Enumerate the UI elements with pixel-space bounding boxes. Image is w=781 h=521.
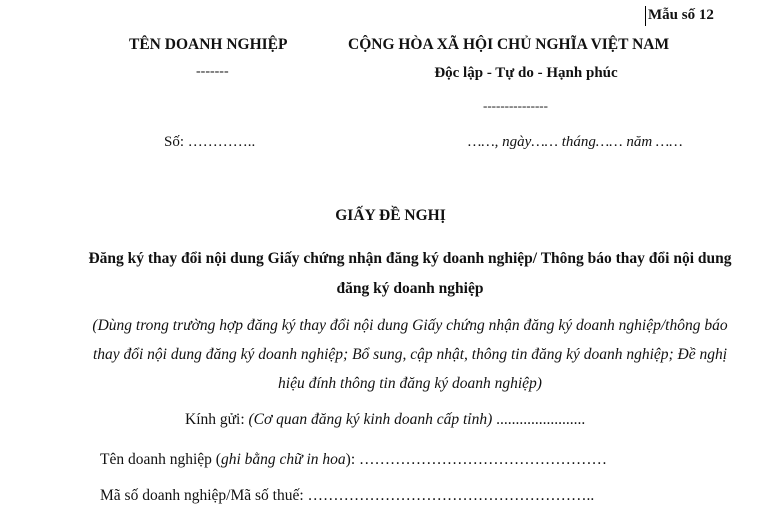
- tax-id-field: Mã số doanh nghiệp/Mã số thuế: ………………………………………………..: [100, 487, 595, 504]
- text-cursor: [645, 6, 646, 26]
- company-divider: -------: [196, 64, 229, 79]
- republic-heading: CỘNG HÒA XÃ HỘI CHỦ NGHĨA VIỆT NAM: [348, 36, 670, 53]
- company-name-field: [100, 451, 607, 469]
- company-field-label: Tên doanh nghiệp (: [100, 451, 221, 468]
- company-field-hint: ghi bằng chữ in hoa: [220, 451, 346, 468]
- motto-divider: ---------------: [483, 98, 548, 113]
- company-name: TÊN DOANH NGHIỆP: [129, 36, 288, 53]
- document-subtitle: Đăng ký thay đổi nội dung Giấy chứng nhận đăng ký doanh nghiệp/ Thông báo thay đổi nội dung đăng ký doanh nghiệp: [88, 250, 732, 297]
- usage-note: (Dùng trong trường hợp đăng ký thay đổi nội dung Giấy chứng nhận đăng ký doanh nghiệp/thông báo thay đổi nội dung đăng ký doanh nghiệp; Bổ sung, cập nhật, thông tin đăng ký doanh nghiệp; Đề nghị hiệu đính thông tin đăng ký doanh nghiệp): [92, 317, 728, 392]
- document-title: GIẤY ĐỀ NGHỊ: [335, 207, 446, 224]
- national-motto: Độc lập - Tự do - Hạnh phúc: [434, 65, 618, 81]
- recipient-line: [185, 411, 585, 429]
- company-field-blank: ): …………………………………………: [345, 451, 607, 468]
- document-number-line: Số: …………..: [164, 134, 256, 150]
- recipient-value: (Cơ quan đăng ký kinh doanh cấp tỉnh): [248, 411, 493, 428]
- form-number: Mẫu số 12: [648, 7, 714, 23]
- recipient-dots: .......................: [492, 411, 586, 428]
- date-line: ……, ngày…… tháng…… năm ……: [468, 134, 683, 150]
- recipient-label: Kính gửi:: [185, 411, 249, 428]
